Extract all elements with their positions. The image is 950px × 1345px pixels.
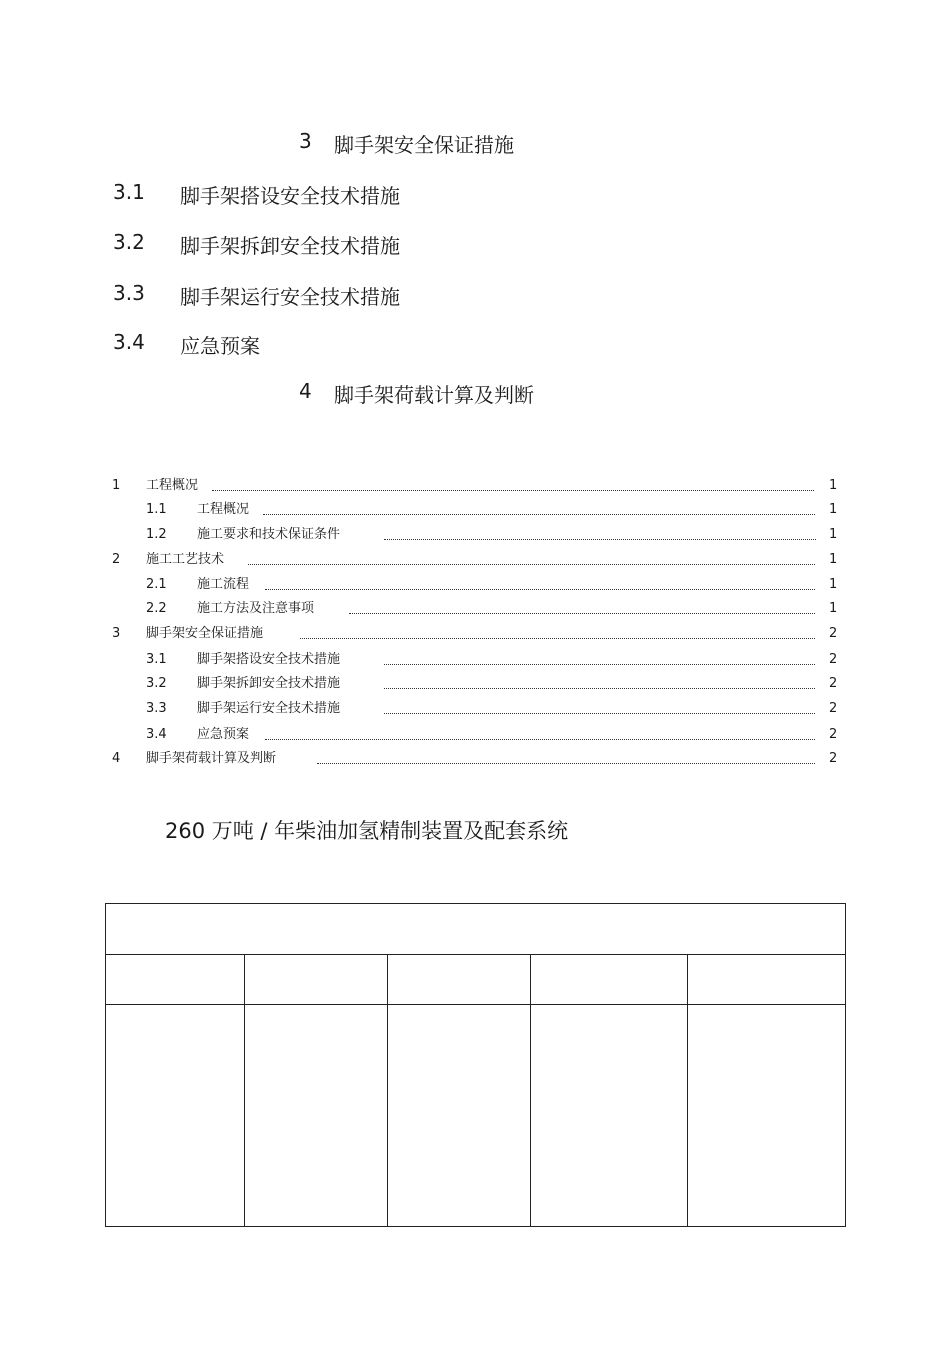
toc-leader-dots [349, 613, 815, 614]
toc-entry-page: 1 [829, 577, 838, 592]
toc-entry[interactable] [0, 525, 950, 545]
document-title: 260 万吨 / 年柴油加氢精制装置及配套系统 [165, 819, 569, 843]
toc-entry-title: 应急预案 [197, 727, 250, 742]
toc-entry-title: 脚手架运行安全技术措施 [197, 701, 341, 716]
toc-entry-title: 工程概况 [146, 478, 199, 493]
subsection-3-4-title: 应急预案 [180, 334, 260, 358]
subsection-3-3-number: 3.3 [113, 281, 145, 305]
toc-leader-dots [384, 688, 815, 689]
toc-leader-dots [384, 713, 815, 714]
table-header-row [106, 904, 846, 955]
subsection-3-2-number: 3.2 [113, 230, 145, 254]
toc-entry-page: 1 [829, 502, 838, 517]
toc-entry[interactable] [0, 674, 950, 694]
toc-entry-number: 1.1 [146, 502, 167, 517]
section-3-title: 脚手架安全保证措施 [334, 133, 514, 157]
section-4-number: 4 [299, 379, 312, 403]
toc-entry-title: 施工要求和技术保证条件 [197, 527, 341, 542]
toc-entry-page: 1 [829, 478, 838, 493]
toc-entry-number: 3.2 [146, 676, 167, 691]
toc-leader-dots [384, 539, 816, 540]
table-cell [106, 1005, 245, 1227]
toc-entry[interactable] [0, 476, 950, 496]
toc-entry-title: 施工方法及注意事项 [197, 601, 315, 616]
toc-leader-dots [248, 564, 815, 565]
table-cell [688, 1005, 846, 1227]
toc-entry-page: 1 [829, 552, 838, 567]
toc-entry-number: 3 [112, 626, 121, 641]
subsection-3-4-number: 3.4 [113, 330, 145, 354]
toc-leader-dots [265, 589, 815, 590]
table-cell [245, 955, 388, 1005]
toc-entry-number: 4 [112, 751, 121, 766]
toc-entry[interactable] [0, 650, 950, 670]
toc-entry[interactable] [0, 550, 950, 570]
toc-entry-page: 2 [829, 751, 838, 766]
toc-entry-title: 脚手架荷载计算及判断 [146, 751, 277, 766]
toc-entry[interactable] [0, 624, 950, 644]
toc-entry-page: 2 [829, 652, 838, 667]
toc-leader-dots [265, 739, 815, 740]
table-cell [688, 955, 846, 1005]
table-cell [106, 955, 245, 1005]
table-cell [531, 955, 688, 1005]
toc-entry[interactable] [0, 599, 950, 619]
table-header-cell [106, 904, 846, 955]
toc-entry-number: 2 [112, 552, 121, 567]
toc-entry-number: 3.3 [146, 701, 167, 716]
subsection-3-2-title: 脚手架拆卸安全技术措施 [180, 234, 400, 258]
subsection-3-1-number: 3.1 [113, 180, 145, 204]
toc-entry[interactable] [0, 725, 950, 745]
toc-entry-page: 2 [829, 676, 838, 691]
table-cell [388, 1005, 531, 1227]
table-cell [245, 1005, 388, 1227]
subsection-3-1-title: 脚手架搭设安全技术措施 [180, 184, 400, 208]
toc-entry-number: 1 [112, 478, 121, 493]
subsection-3-3-title: 脚手架运行安全技术措施 [180, 285, 400, 309]
toc-leader-dots [317, 763, 815, 764]
table-cell [388, 955, 531, 1005]
toc-entry-title: 工程概况 [197, 502, 250, 517]
section-3-number: 3 [299, 129, 312, 153]
toc-entry[interactable] [0, 749, 950, 769]
toc-entry-number: 1.2 [146, 527, 167, 542]
table-cell [531, 1005, 688, 1227]
toc-entry[interactable] [0, 699, 950, 719]
toc-entry-title: 施工流程 [197, 577, 250, 592]
table-row [106, 1005, 846, 1227]
toc-entry-title: 脚手架拆卸安全技术措施 [197, 676, 341, 691]
toc-entry-number: 2.2 [146, 601, 167, 616]
toc-entry-page: 2 [829, 701, 838, 716]
toc-entry-number: 3.4 [146, 727, 167, 742]
toc-entry[interactable] [0, 500, 950, 520]
toc-entry-page: 1 [829, 527, 838, 542]
info-table [105, 903, 846, 1227]
section-4-title: 脚手架荷载计算及判断 [334, 383, 534, 407]
toc-entry[interactable] [0, 575, 950, 595]
toc-leader-dots [212, 490, 814, 491]
toc-entry-number: 2.1 [146, 577, 167, 592]
toc-leader-dots [263, 514, 815, 515]
toc-entry-title: 脚手架安全保证措施 [146, 626, 264, 641]
toc-entry-title: 脚手架搭设安全技术措施 [197, 652, 341, 667]
table-row [106, 955, 846, 1005]
toc-entry-title: 施工工艺技术 [146, 552, 225, 567]
toc-leader-dots [384, 664, 815, 665]
toc-entry-page: 2 [829, 727, 838, 742]
toc-leader-dots [300, 638, 815, 639]
toc-entry-number: 3.1 [146, 652, 167, 667]
toc-entry-page: 1 [829, 601, 838, 616]
toc-entry-page: 2 [829, 626, 838, 641]
